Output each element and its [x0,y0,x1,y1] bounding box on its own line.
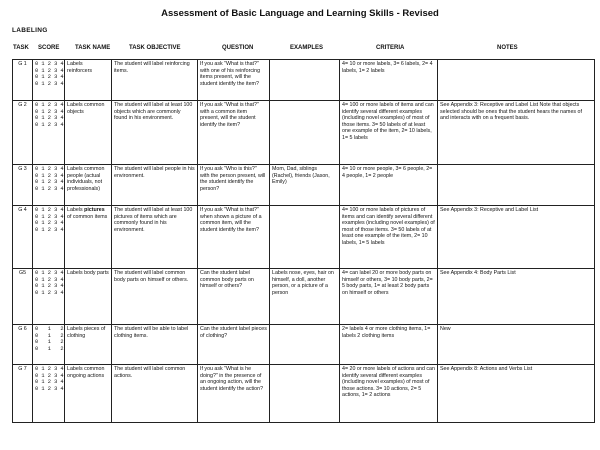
task-question: Can the student label pieces of clothing? [198,325,270,365]
task-notes: New [438,325,595,365]
task-id: G 7 [13,365,33,423]
score-line: 0 1 2 3 4 [35,185,64,192]
task-criteria: 2= labels 4 or more clothing items, 1= labels 2 clothing items [340,325,438,365]
task-name: Labels body parts [65,269,112,325]
score-options[interactable] [33,325,65,365]
task-notes [438,60,595,101]
task-question: If you ask "What is that?" with one of his reinforcing items present, will the student identify the item? [198,60,270,101]
task-examples [270,325,340,365]
score-options[interactable] [33,365,65,423]
table-row [13,325,595,365]
table-row [13,101,595,165]
task-criteria: 4= 100 or more labels of pictures of items and can identify several different examples (including novel examples) of most of those items. 3= 50 labels of at least one example of the item, 2= 10 labels, 1= 5 labels [340,206,438,269]
task-criteria: 4= can label 20 or more body parts on himself or others, 3= 10 body parts, 2= 5 body parts, 1= at least 2 body parts on himself or others [340,269,438,325]
score-line: 0 1 2 3 4 [35,102,64,108]
task-notes: See Appendix 8: Actions and Verbs List [438,365,595,423]
table-row [13,269,595,325]
task-question: If you ask "What is that?" when shown a picture of a common item, will the student identify the item? [198,206,270,269]
task-criteria: 4= 100 or more labels of items and can identify several different examples (including novel examples) of most of those items. 3= 50 labels of at least one example of the item, 2= 10 labels, 1= 5 labels [340,101,438,165]
header-notes: NOTES [497,45,518,51]
task-examples: Labels nose, eyes, hair on himself, a doll, another person, or a picture of a person [270,269,340,325]
score-line: 0 1 2 [35,332,64,339]
table-row [13,165,595,206]
task-examples: Mom, Dad, siblings (Rachel), friends (Jason, Emily) [270,165,340,206]
table-row [13,206,595,269]
task-criteria: 4= 20 or more labels of actions and can identify several different examples (including novel examples) of most of those actions. 3= 10 actions, 2= 5 actions, 1= 2 actions [340,365,438,423]
score-line: 0 1 2 3 4 [35,276,64,283]
score-options[interactable] [33,165,65,206]
table-row [13,365,595,423]
task-name: Labels pieces of clothing [65,325,112,365]
score-line: 0 1 2 3 4 [35,207,64,213]
header-examples: EXAMPLES [290,45,324,51]
task-objective: The student will be able to label clothing items. [112,325,198,365]
assessment-table [12,59,595,423]
task-id: G 6 [13,325,33,365]
header-task: TASK [13,45,29,51]
task-question: If you ask "Who is this?" with the person present, will the student identify the person? [198,165,270,206]
section-label: LABELING [12,27,48,34]
task-objective: The student will label at least 100 pictures of items which are commonly found in his environment. [112,206,198,269]
score-line: 0 1 2 [35,326,64,332]
task-id: G 1 [13,60,33,101]
task-name: Labels reinforcers [65,60,112,101]
header-task-name: TASK NAME [75,45,111,51]
task-id: G 2 [13,101,33,165]
task-objective: The student will label reinforcing items. [112,60,198,101]
task-objective: The student will label common actions. [112,365,198,423]
score-line: 0 1 2 3 4 [35,385,64,392]
task-criteria: 4= 10 or more labels, 3= 6 labels, 2= 4 labels, 1= 2 labels [340,60,438,101]
score-line: 0 1 2 3 4 [35,121,64,128]
task-examples [270,101,340,165]
score-options[interactable] [33,60,65,101]
task-question: If you ask "What is he doing?" in the presence of an ongoing action, will the student identify the action? [198,365,270,423]
score-options[interactable] [33,269,65,325]
task-examples [270,60,340,101]
task-id: G 3 [13,165,33,206]
task-name: Labels common objects [65,101,112,165]
header-task-objective: TASK OBJECTIVE [129,45,181,51]
score-line: 0 1 2 3 4 [35,379,64,386]
score-line: 0 1 2 3 4 [35,172,64,179]
score-line: 0 1 2 3 4 [35,67,64,74]
score-options[interactable] [33,206,65,269]
task-question: If you ask "What is that?" with a common item present, will the student identify the item? [198,101,270,165]
task-name: Labels common people (actual individuals, not professionals) [65,165,112,206]
task-name-suffix: of common items [67,213,108,220]
score-line: 0 1 2 3 4 [35,270,64,276]
score-line: 0 1 2 3 4 [35,80,64,87]
task-notes [438,165,595,206]
header-criteria: CRITERIA [376,45,405,51]
score-line: 0 1 2 3 4 [35,289,64,296]
task-id: G 4 [13,206,33,269]
score-line: 0 1 2 3 4 [35,283,64,290]
score-line: 0 1 2 3 4 [35,179,64,186]
score-line: 0 1 2 3 4 [35,61,64,67]
task-name-prefix: Labels [67,207,85,213]
task-name-emphasis: pictures [84,207,105,213]
task-criteria: 4= 10 or more people, 3= 6 people, 2= 4 people, 1= 2 people [340,165,438,206]
header-score: SCORE [38,45,60,51]
task-objective: The student will label people in his environment. [112,165,198,206]
score-line: 0 1 2 3 4 [35,166,64,172]
score-line: 0 1 2 [35,345,64,352]
score-line: 0 1 2 3 4 [35,226,64,233]
score-line: 0 1 2 3 4 [35,366,64,372]
task-examples [270,365,340,423]
score-line: 0 1 2 3 4 [35,74,64,81]
task-examples [270,206,340,269]
score-line: 0 1 2 3 4 [35,115,64,122]
score-line: 0 1 2 [35,339,64,346]
task-objective: The student will label at least 100 objects which are commonly found in his environment. [112,101,198,165]
table-row [13,60,595,101]
score-line: 0 1 2 3 4 [35,220,64,227]
task-name [65,206,112,269]
score-line: 0 1 2 3 4 [35,372,64,379]
task-question: Can the student label common body parts on himself or others? [198,269,270,325]
score-line: 0 1 2 3 4 [35,108,64,115]
score-line: 0 1 2 3 4 [35,213,64,220]
document-title: Assessment of Basic Language and Learning Skills - Revised [161,8,439,19]
score-options[interactable] [33,101,65,165]
task-objective: The student will label common body parts on himself or others. [112,269,198,325]
task-notes: See Appendix 3: Receptive and Label List Note that objects selected should be ones that the student hears the names of and interacts with on a frequent basis. [438,101,595,165]
task-id: G5 [13,269,33,325]
task-name: Labels common ongoing actions [65,365,112,423]
task-notes: See Appendix 3: Receptive and Label List [438,206,595,269]
task-notes: See Appendix 4: Body Parts List [438,269,595,325]
header-question: QUESTION [222,45,254,51]
